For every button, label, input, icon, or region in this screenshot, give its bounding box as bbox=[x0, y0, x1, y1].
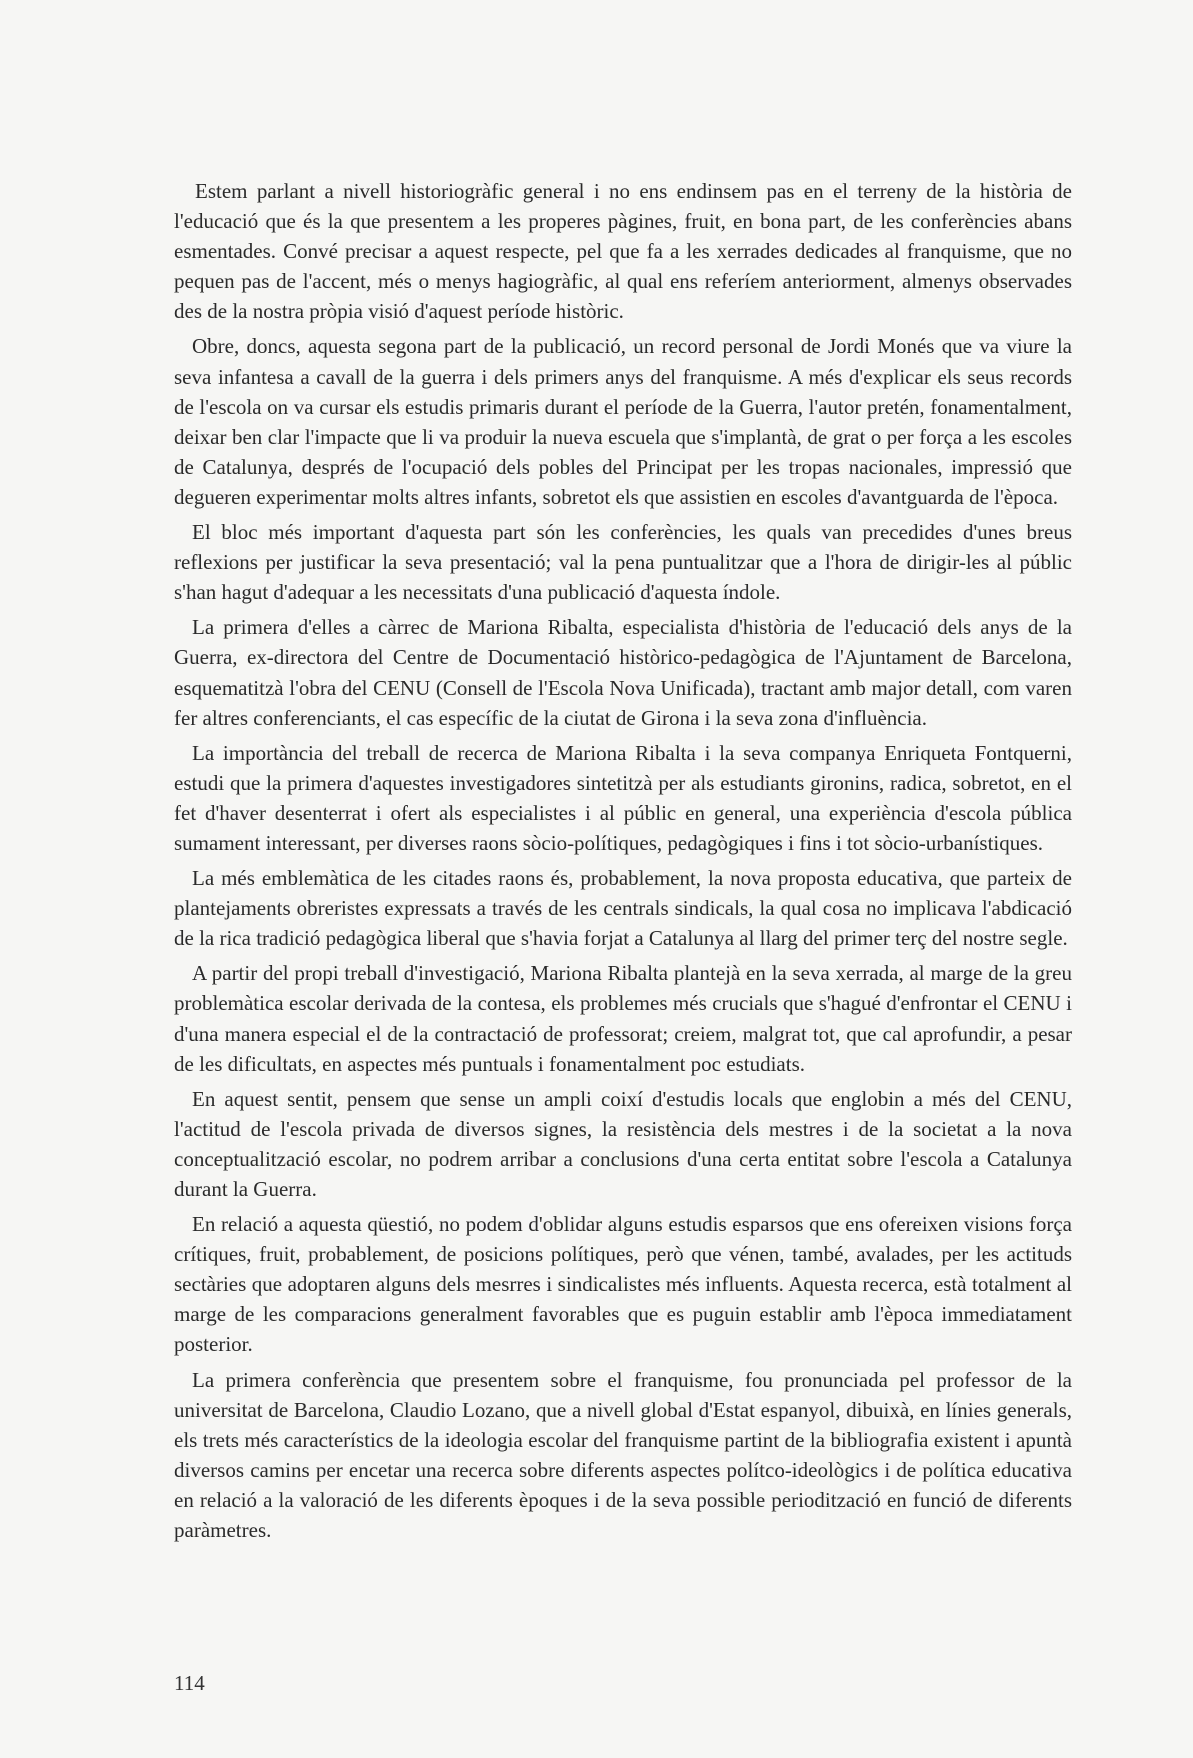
paragraph: En aquest sentit, pensem que sense un ampli coixí d'estudis locals que englobin a més del CENU, l'actitud de l'escola privada de diversos signes, la resistència dels mestres i de la societat a la nova conceptualització escolar, no podrem arribar a conclusions d'una certa entitat sobre l'escola a Catalunya durant la Guerra. bbox=[174, 1086, 1072, 1201]
paragraph: El bloc més important d'aquesta part són les conferències, les quals van precedides d'unes breus reflexions per justificar la seva presentació; val la pena puntualitzar que a l'hora de dirigir-les al públic s'han hagut d'adequar a les necessitats d'una publicació d'aquesta índole. bbox=[174, 520, 1072, 605]
paragraph: La primera d'elles a càrrec de Mariona Ribalta, especialista d'història de l'educació dels anys de la Guerra, ex-directora del Centre de Documentació històrico-pedagògica de l'Ajuntament de Barcelona, esquematitzà l'obra del CENU (Consell de l'Escola Nova Unificada), tractant amb major detall, com varen fer altres conferenciants, el cas específic de la ciutat de Girona i la seva zona d'influència. bbox=[174, 615, 1072, 730]
paragraph: A partir del propi treball d'investigació, Mariona Ribalta plantejà en la seva xerrada, al marge de la greu problemàtica escolar derivada de la contesa, els problemes més crucials que s'hagué d'enfrontar el CENU i d'una manera especial el de la contractació de professorat; creiem, malgrat tot, que cal aprofundir, a pesar de les dificultats, en aspectes més puntuals i fonamentalment poc estudiats. bbox=[174, 961, 1072, 1076]
paragraph: Estem parlant a nivell historiogràfic general i no ens endinsem pas en el terreny de la història de l'educació que és la que presentem a les properes pàgines, fruit, en bona part, de les conferències abans esmentades. Convé precisar a aquest respecte, pel que fa a les xerrades dedicades al franquisme, que no pequen pas de l'accent, més o menys hagiogràfic, al qual ens referíem anteriorment, almenys observades des de la nostra pròpia visió d'aquest període històric. bbox=[174, 179, 1072, 324]
paragraph: La més emblemàtica de les citades raons és, probablement, la nova proposta educativa, que parteix de plantejaments obreristes expressats a través de les centrals sindicals, la qual cosa no implicava l'abdicació de la rica tradició pedagògica liberal que s'havia forjat a Catalunya al llarg del primer terç del nostre segle. bbox=[174, 866, 1072, 951]
paragraph: En relació a aquesta qüestió, no podem d'oblidar alguns estudis esparsos que ens ofereixen visions força crítiques, fruit, probablement, de posicions polítiques, però que vénen, també, avalades, per les actituds sectàries que adoptaren alguns dels mesrres i sindicalistes més influents. Aquesta recerca, està totalment al marge de les comparacions generalment favorables que es puguin establir amb l'època immediatament posterior. bbox=[174, 1212, 1072, 1357]
paragraph: La primera conferència que presentem sobre el franquisme, fou pronunciada pel professor de la universitat de Barcelona, Claudio Lozano, que a nivell global d'Estat espanyol, dibuixà, en línies generals, els trets més característics de la ideologia escolar del franquisme partint de la bibliografia existent i apuntà diversos camins per encetar una recerca sobre diferents aspectes polítco-ideològics i de política educativa en relació a la valoració de les diferents èpoques i de la seva possible periodització en funció de diferents paràmetres. bbox=[174, 1367, 1072, 1543]
paragraph: Obre, doncs, aquesta segona part de la publicació, un record personal de Jordi Monés que va viure la seva infantesa a cavall de la guerra i dels primers anys del franquisme. A més d'explicar els seus records de l'escola on va cursar els estudis primaris durant el període de la Guerra, l'autor pretén, fonamentalment, deixar ben clar l'impacte que li va produir la nueva escuela que s'implantà, de grat o per força a les escoles de Catalunya, després de l'ocupació dels pobles del Principat per les tropas nacionales, impressió que degueren experimentar molts altres infants, sobretot els que assistien en escoles d'avantguarda de l'època. bbox=[174, 334, 1072, 509]
paragraph: La importància del treball de recerca de Mariona Ribalta i la seva companya Enriqueta Fontquerni, estudi que la primera d'aquestes investigadores sintetitzà per als estudiants gironins, radica, sobretot, en el fet d'haver desenterrat i ofert als especialistes i al públic en general, una experiència d'escola pública sumament interessant, per diverses raons sòcio-polítiques, pedagògiques i fins i tot sòcio-urbanístiques. bbox=[174, 740, 1072, 855]
body-text bbox=[174, 176, 1072, 1550]
page-number: 114 bbox=[174, 1671, 205, 1695]
